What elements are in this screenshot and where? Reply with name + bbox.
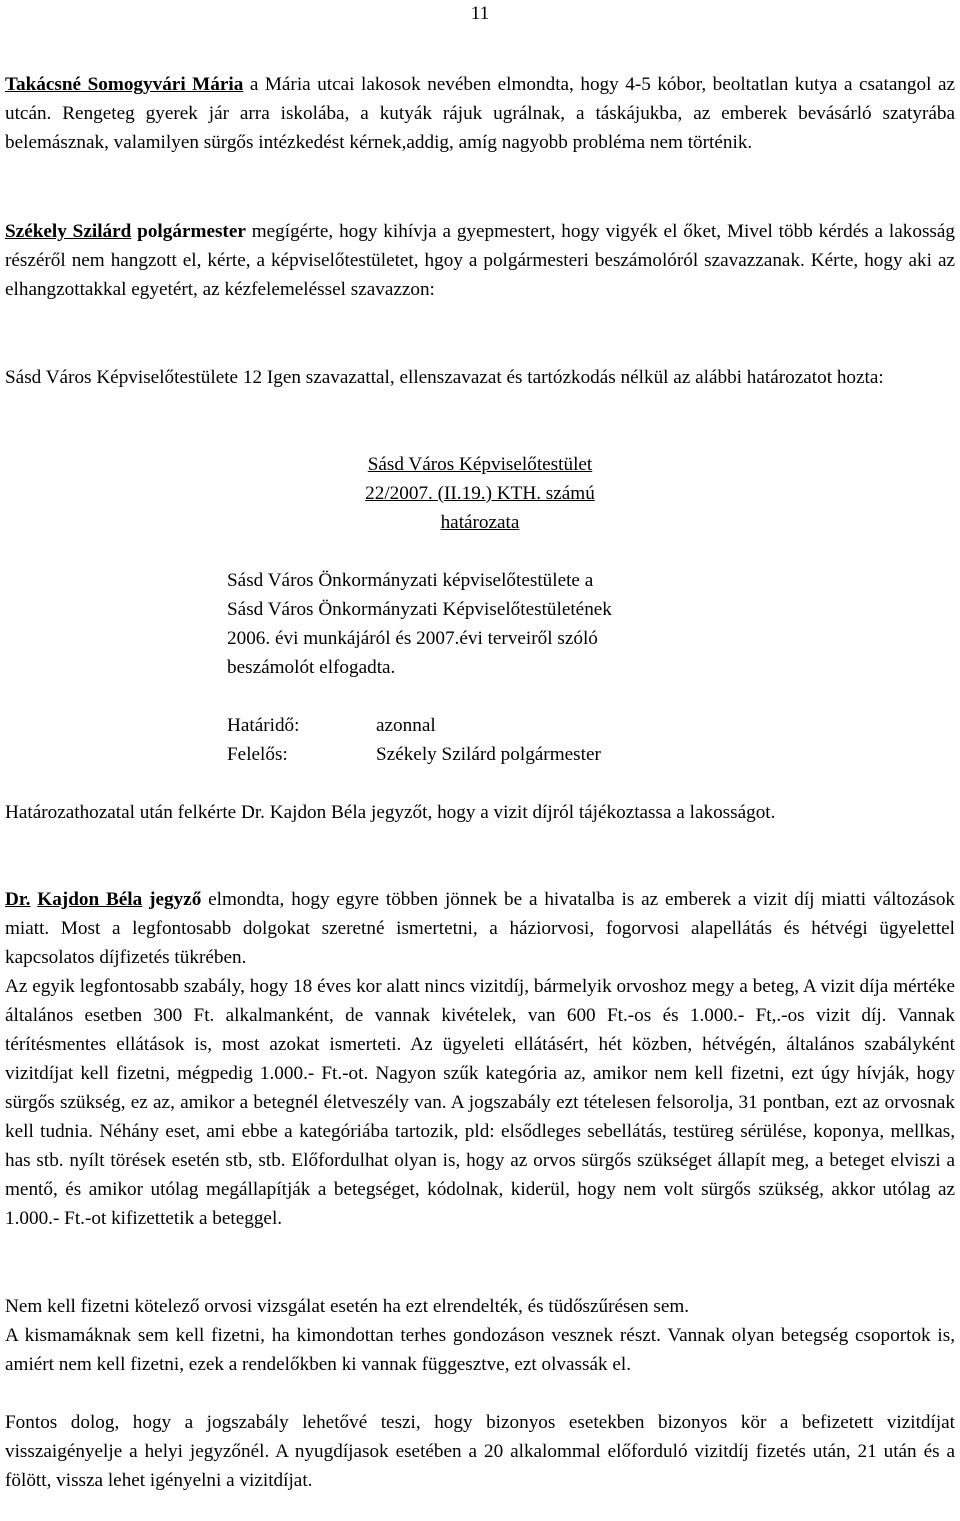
speaker-title: polgármester	[131, 221, 246, 242]
paragraph-mayor-response	[5, 217, 955, 304]
paragraph-visit-fee-rules: Az egyik legfontosabb szabály, hogy 18 éves kor alatt nincs vizitdíj, bármelyik orvoshoz megy a beteg, A vizit díja mértéke általános esetben 300 Ft. alkalmanként, de vannak kivételek, van 600 Ft.-os és 1.000.- Ft,.-os vizit díj. Vannak térítésmentes ellátások is, most azokat ismerteti. Az ügyeleti ellátásért, hét közben, hétvégén, általános szabályként vizitdíjat kell fizetni, mégpedig 1.000.- Ft.-ot. Nagyon szűk kategória az, amikor nem kell fizetni, ezt úgy hívják, hogy sürgős szükség, ez az, amikor a betegnél életveszély van. A jogszabály ezt tételesen felsorolja, 31 pontban, ezt az orvosnak kell tudnia. Néhány eset, ami ebbe a kategóriába tartozik, pld: elsődleges sebellátás, testüreg sérülése, koponya, mellkas, has stb. nyílt törések esetén stb, stb. Előfordulhat olyan is, hogy az orvos sürgős szükséget állapít meg, a beteget elviszi a mentő, és amikor utólag megállapítják a betegséget, kódolnak, kiderül, hogy nem volt sürgős szükség, akkor utólag az 1.000.- Ft.-ot kifizettetik a beteggel.	[5, 976, 955, 1229]
deadline-label: Határidő:	[227, 715, 300, 736]
resolution-line: Sásd Város Önkormányzati Képviselőtestületének	[227, 599, 612, 620]
resolution-title-line3: határozata	[440, 512, 520, 533]
paragraph-text: elmondta, hogy egyre többen jönnek be a hivatalba is az emberek a vizit díj miatti változások miatt. Most a legfontosabb dolgokat szeretné ismertetni, a háziorvosi, fogorvosi alapellátás és hétvégi ügyelettel kapcsolatos díjfizetés tükrében.	[5, 889, 956, 968]
paragraph-clerk-intro	[5, 885, 955, 972]
responsible-label: Felelős:	[227, 744, 288, 765]
resolution-body	[227, 566, 867, 682]
speaker-prefix: Dr.	[5, 889, 31, 910]
responsible-row	[227, 740, 601, 769]
responsible-value: Székely Szilárd polgármester	[376, 744, 601, 765]
resolution-line: 2006. évi munkájáról és 2007.évi terveiről szóló	[227, 628, 598, 649]
paragraph-exemptions: A kismamáknak sem kell fizetni, ha kimondottan terhes gondozáson vesznek részt. Vannak olyan betegség csoportok is, amiért nem kell fizetni, ezek a rendelőkben ki vannak függesztve, ezt olvassák el.	[5, 1325, 955, 1375]
paragraph-text: megígérte, hogy kihívja a gyepmestert, hogy vigyék el őket, Mivel több kérdés a lakosság részéről nem hangzott el, kérte, a képviselőtestületet, hgoy a polgármesteri beszámolóról szavazzanak. Kérte, hogy aki az elhangzottakkal egyetért, az kézfelemeléssel szavazzon:	[5, 221, 955, 300]
resolution-line: Sásd Város Önkormányzati képviselőtestülete a	[227, 570, 594, 591]
paragraph-vote-result: Sásd Város Képviselőtestülete 12 Igen szavazattal, ellenszavazat és tartózkodás nélkül az alábbi határozatot hozta:	[5, 367, 884, 388]
resolution-line: beszámolót elfogadta.	[227, 657, 396, 678]
speaker-name: Kajdon Béla	[37, 889, 143, 910]
paragraph-text: a Mária utcai lakosok nevében elmondta, hogy 4-5 kóbor, beoltatlan kutya a csatangol az utcán. Rengeteg gyerek jár arra iskolába, a kutyák rájuk ugrálnak, a táskájukba, az emberek bevásárló szatyrába belemásznak, valamilyen sürgős intézkedést kérnek,addig, amíg nagyobb probléma nem történik.	[5, 74, 955, 153]
resolution-meta	[227, 711, 601, 769]
paragraph-refund: Fontos dolog, hogy a jogszabály lehetővé teszi, hogy bizonyos esetekben bizonyos kör a befizetett vizitdíjat visszaigényelje a helyi jegyzőnél. A nyugdíjasok esetében a 20 alkalommal előforduló vizitdíj fizetés után, 21 után és a fölött, vissza lehet igényelni a vizitdíjat.	[5, 1412, 955, 1491]
resolution-number: 22/2007. (II.19.) KTH. számú	[365, 483, 595, 504]
speaker-name: Takácsné Somogyvári Mária	[5, 74, 244, 95]
page-number: 11	[470, 3, 490, 24]
speaker-name: Székely Szilárd	[5, 221, 132, 242]
deadline-row	[227, 711, 601, 740]
speaker-title: jegyző	[149, 889, 202, 910]
paragraph-mandatory-exam: Nem kell fizetni kötelező orvosi vizsgálat esetén ha ezt elrendelték, és tüdőszűrésen sem.	[5, 1296, 690, 1317]
paragraph-clerk-request: Határozathozatal után felkérte Dr. Kajdon Béla jegyzőt, hogy a vizit díjról tájékoztassa a lakosságot.	[5, 802, 776, 823]
deadline-value: azonnal	[376, 715, 436, 736]
paragraph-resident-complaint	[5, 70, 955, 157]
resolution-title-line1: Sásd Város Képviselőtestület	[367, 454, 593, 475]
